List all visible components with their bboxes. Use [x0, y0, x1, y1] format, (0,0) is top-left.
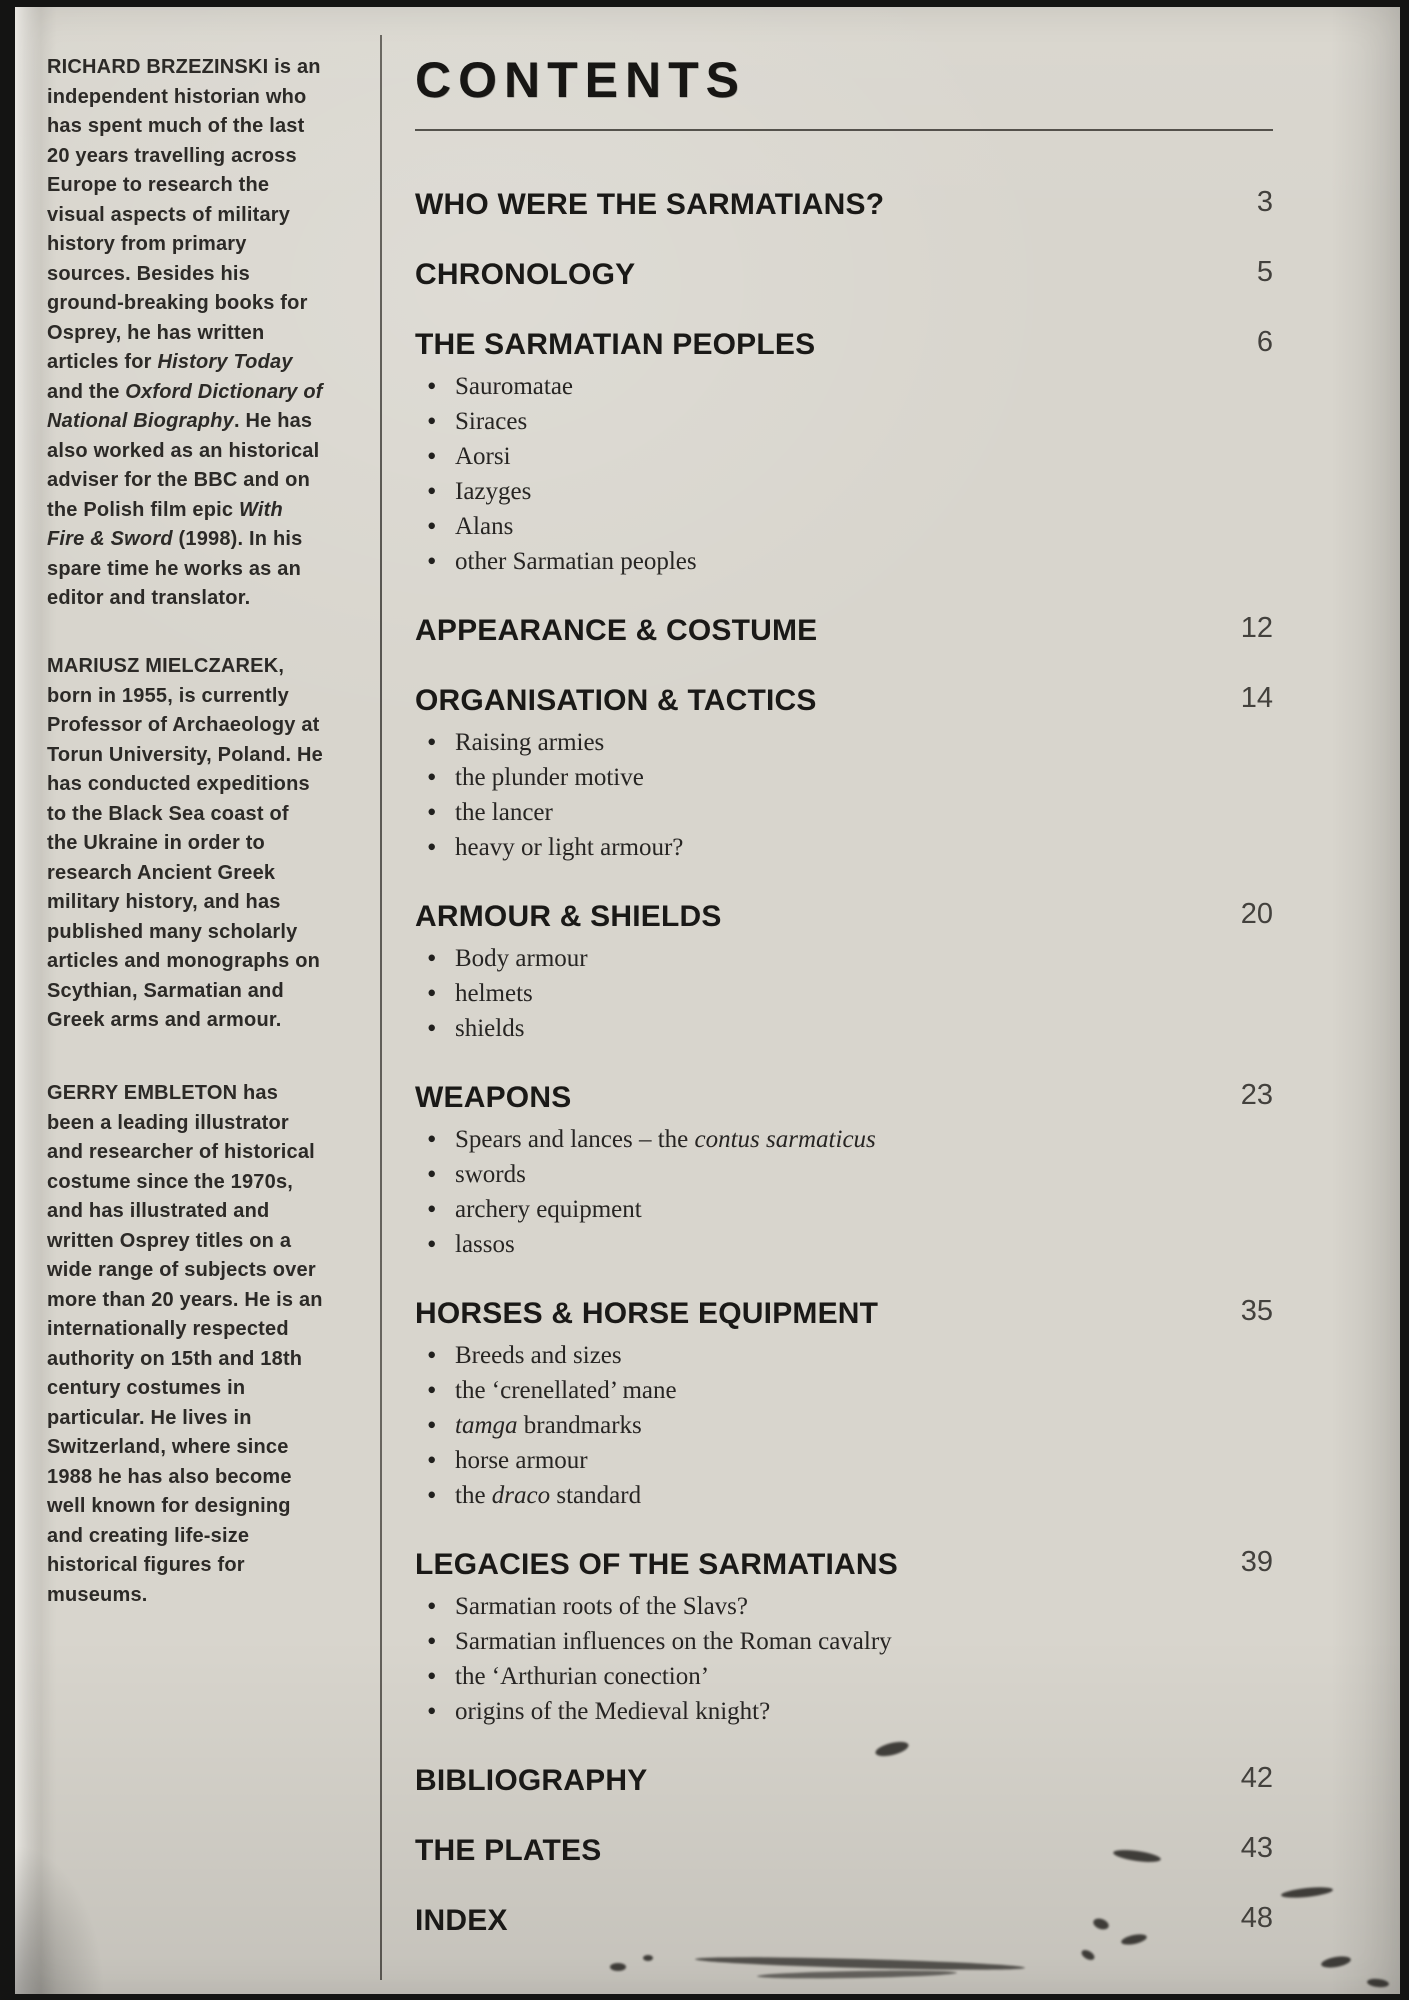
toc-page-number: 35	[1240, 1295, 1273, 1327]
toc-section-title: THE PLATES	[415, 1834, 602, 1867]
toc-section-heading-row	[415, 257, 1273, 293]
ink-smudge	[757, 1969, 957, 1979]
toc-section-title: LEGACIES OF THE SARMATIANS	[415, 1548, 898, 1581]
text-segment: (1998). In his spare time he works as an editor and translator.	[47, 528, 303, 609]
toc-bullet-item	[415, 1157, 1273, 1192]
toc-bullet-list	[415, 1338, 1273, 1513]
toc-page-number: 23	[1240, 1079, 1273, 1111]
toc-section-heading-row	[415, 187, 1273, 223]
toc-bullet-item	[415, 1589, 1273, 1624]
ink-smudge	[643, 1955, 653, 1961]
toc-section-heading-row	[415, 1080, 1273, 1116]
text-segment: Raising armies	[455, 729, 605, 756]
toc-bullet-item	[415, 725, 1273, 760]
toc-bullet-item	[415, 1338, 1273, 1373]
text-segment: draco	[491, 1482, 551, 1509]
ink-smudge	[610, 1963, 626, 1971]
toc-bullet-item	[415, 1408, 1273, 1443]
author-bio-richard-brzezinski	[47, 53, 323, 614]
text-segment: other Sarmatian peoples	[455, 548, 697, 575]
toc-bullet-list	[415, 369, 1273, 579]
toc-section-title: ORGANISATION & TACTICS	[415, 684, 817, 717]
text-segment: origins of the Medieval knight?	[455, 1698, 771, 1725]
page-edge-highlight	[15, 7, 41, 1994]
toc-bullet-item	[415, 1694, 1273, 1729]
toc-bullet-item	[415, 1122, 1273, 1157]
toc-bullet-item	[415, 474, 1273, 509]
text-segment: Sarmatian influences on the Roman cavalry	[455, 1628, 892, 1655]
toc-bullet-item	[415, 1373, 1273, 1408]
ink-smudge	[695, 1955, 1025, 1973]
text-segment: swords	[455, 1161, 526, 1188]
toc-bullet-list	[415, 1122, 1273, 1262]
toc-bullet-item	[415, 1478, 1273, 1513]
toc-page-number: 43	[1240, 1832, 1273, 1864]
text-segment: the	[455, 1482, 492, 1509]
toc-section-heading-row	[415, 327, 1273, 363]
toc-bullet-item	[415, 1624, 1273, 1659]
toc-section	[415, 1080, 1273, 1262]
toc-section-heading-row	[415, 683, 1273, 719]
toc-section	[415, 1763, 1273, 1799]
text-segment: horse armour	[455, 1447, 588, 1474]
text-segment: Alans	[455, 513, 514, 540]
toc-page-number: 20	[1240, 898, 1273, 930]
text-segment: helmets	[455, 980, 533, 1007]
toc-section-heading-row	[415, 1547, 1273, 1583]
text-segment: History Today	[157, 351, 293, 373]
text-segment: Body armour	[455, 945, 588, 972]
toc-bullet-item	[415, 830, 1273, 865]
text-segment: the lancer	[455, 799, 553, 826]
text-segment: GERRY EMBLETON has been a leading illustrator and researcher of historical costume since the 1970s, and has illustrated and written Osprey titles on a wide range of subjects over more than 20 years. He is an internationally respected authority on 15th and 18th century costumes in particular. He lives in Switzerland, where since 1988 he has also become well known for designing and creating life-size historical figures for museums.	[47, 1082, 323, 1606]
page-title: CONTENTS	[415, 52, 746, 108]
toc-section-title: INDEX	[415, 1904, 508, 1937]
toc-section-title: HORSES & HORSE EQUIPMENT	[415, 1297, 879, 1330]
toc-bullet-item	[415, 1192, 1273, 1227]
toc-page-number: 3	[1256, 186, 1273, 218]
toc-section	[415, 257, 1273, 293]
toc-section-title: BIBLIOGRAPHY	[415, 1764, 648, 1797]
toc-bullet-item	[415, 509, 1273, 544]
toc-section	[415, 899, 1273, 1046]
text-segment: Sarmatian roots of the Slavs?	[455, 1593, 748, 1620]
toc-section-title: ARMOUR & SHIELDS	[415, 900, 722, 933]
toc-section-heading-row	[415, 899, 1273, 935]
toc-page-number: 14	[1240, 682, 1273, 714]
text-segment: the ‘crenellated’ mane	[455, 1377, 677, 1404]
toc-section	[415, 1296, 1273, 1513]
toc-section-title: WHO WERE THE SARMATIANS?	[415, 188, 885, 221]
text-segment: brandmarks	[517, 1412, 642, 1439]
toc-section-heading-row	[415, 1296, 1273, 1332]
page-corner-shadow	[15, 1844, 105, 1994]
toc-page-number: 6	[1256, 326, 1273, 358]
ink-smudge	[1281, 1885, 1334, 1899]
text-segment: With Fire & Sword	[47, 498, 283, 550]
toc-section	[415, 187, 1273, 223]
text-segment: Iazyges	[455, 478, 532, 505]
toc-section-title: CHRONOLOGY	[415, 258, 636, 291]
text-segment: archery equipment	[455, 1196, 642, 1223]
toc-page-number: 48	[1240, 1902, 1273, 1934]
toc-bullet-item	[415, 544, 1273, 579]
ink-smudge	[1320, 1954, 1351, 1969]
toc-section-heading-row	[415, 1763, 1273, 1799]
text-segment: tamga	[455, 1412, 518, 1439]
toc-page-number: 12	[1240, 612, 1273, 644]
toc-bullet-list	[415, 1589, 1273, 1729]
toc-section-heading-row	[415, 1833, 1273, 1869]
contents-column	[415, 7, 1273, 1939]
toc-section	[415, 1547, 1273, 1729]
toc-bullet-item	[415, 1011, 1273, 1046]
text-segment: Oxford Dictionary of National Biography	[47, 380, 323, 432]
text-segment: RICHARD BRZEZINSKI is an independent historian who has spent much of the last 20 years travelling across Europe to research the visual aspects of military history from primary sources. Besides his ground-breaking books for Osprey, he has written articles for	[47, 56, 321, 373]
text-segment: the plunder motive	[455, 764, 644, 791]
text-segment: heavy or light armour?	[455, 834, 684, 861]
author-bio-mariusz-mielczarek	[47, 652, 323, 1036]
ink-smudge	[1367, 1978, 1390, 1988]
toc-page-number: 42	[1240, 1762, 1273, 1794]
toc-section-title: THE SARMATIAN PEOPLES	[415, 328, 816, 361]
toc-bullet-item	[415, 1443, 1273, 1478]
toc-page-number: 39	[1240, 1546, 1273, 1578]
column-divider-line	[380, 35, 382, 1980]
toc-bullet-list	[415, 941, 1273, 1046]
text-segment: Sauromatae	[455, 373, 574, 400]
toc-bullet-list	[415, 725, 1273, 865]
author-bio-gerry-embleton	[47, 1079, 323, 1610]
text-segment: contus sarmaticus	[694, 1126, 876, 1153]
toc-bullet-item	[415, 369, 1273, 404]
toc-bullet-item	[415, 1227, 1273, 1262]
text-segment: shields	[455, 1015, 525, 1042]
text-segment: Spears and lances – the	[455, 1126, 695, 1153]
ink-smudge	[1080, 1948, 1096, 1962]
text-segment: Aorsi	[455, 443, 511, 470]
text-segment: Siraces	[455, 408, 528, 435]
toc-bullet-item	[415, 1659, 1273, 1694]
text-segment: . He has also worked as an historical adviser for the BBC and on the Polish film epic	[47, 410, 320, 521]
text-segment: MARIUSZ MIELCZAREK, born in 1955, is currently Professor of Archaeology at Torun University, Poland. He has conducted expeditions to the Black Sea coast of the Ukraine in order to research Ancient Greek military history, and has published many scholarly articles and monographs on Scythian, Sarmatian and Greek arms and armour.	[47, 655, 324, 1031]
toc-section-title: APPEARANCE & COSTUME	[415, 614, 818, 647]
scanned-page	[15, 7, 1400, 1994]
toc-section-heading-row	[415, 613, 1273, 649]
toc-section	[415, 1833, 1273, 1869]
text-segment: Breeds and sizes	[455, 1342, 622, 1369]
toc-section	[415, 1903, 1273, 1939]
text-segment: lassos	[455, 1231, 515, 1258]
toc-section	[415, 327, 1273, 579]
toc-bullet-item	[415, 404, 1273, 439]
toc-section	[415, 683, 1273, 865]
toc-bullet-item	[415, 941, 1273, 976]
text-segment: and the	[47, 380, 126, 403]
toc-section-heading-row	[415, 1903, 1273, 1939]
table-of-contents	[415, 187, 1273, 1939]
toc-section-title: WEAPONS	[415, 1081, 572, 1114]
toc-bullet-item	[415, 795, 1273, 830]
toc-bullet-item	[415, 760, 1273, 795]
text-segment: the ‘Arthurian conection’	[455, 1663, 710, 1690]
toc-bullet-item	[415, 439, 1273, 474]
text-segment: standard	[550, 1482, 642, 1509]
toc-page-number: 5	[1256, 256, 1273, 288]
toc-section	[415, 613, 1273, 649]
toc-bullet-item	[415, 976, 1273, 1011]
title-rule	[415, 129, 1273, 131]
